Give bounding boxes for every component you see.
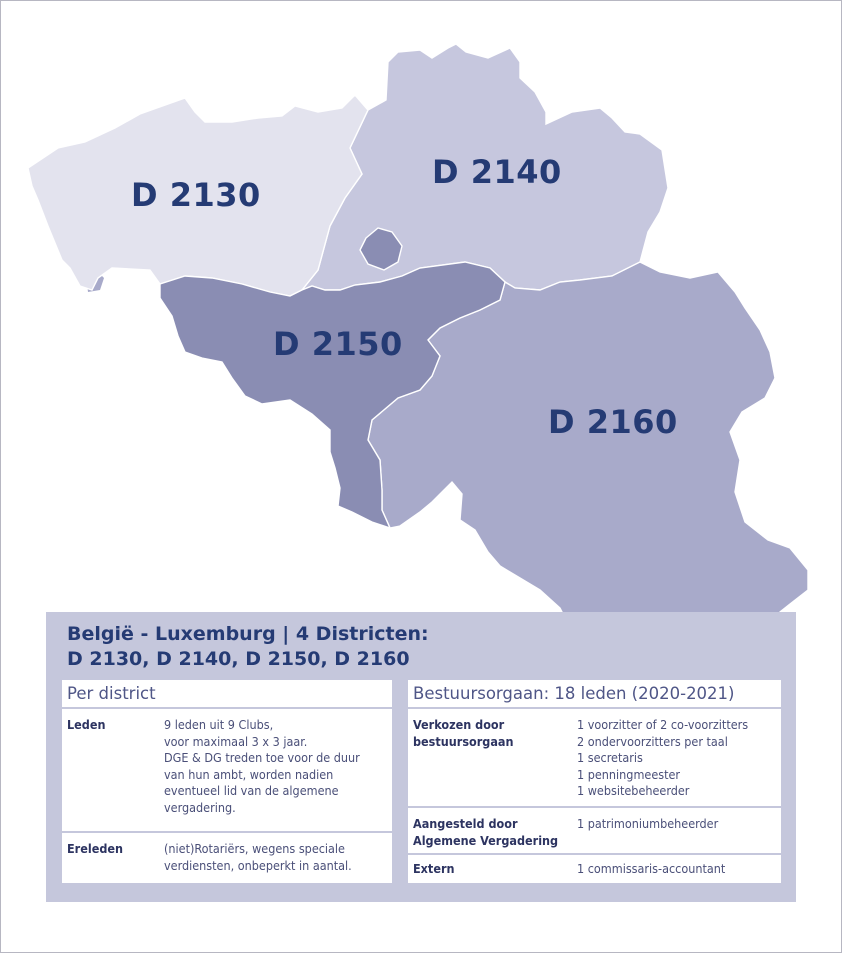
bestuursorgaan-heading: Bestuursorgaan: 18 leden (2020-2021) [408,680,781,709]
table-row-extern [408,855,781,884]
panel-title [67,622,429,672]
district-label-2130: D 2130 [131,176,261,214]
per-district-heading: Per district [62,680,392,709]
row-value: 1 commissaris-accountant [577,861,726,876]
bestuursorgaan-card [408,680,781,883]
info-panel [46,612,796,902]
panel-title-line2: D 2130, D 2140, D 2150, D 2160 [67,648,410,670]
row-label: Verkozen door bestuursorgaan [413,717,514,749]
row-value: 1 patrimoniumbeheerder [577,816,719,831]
district-label-2160: D 2160 [548,403,678,441]
row-label: Leden [67,717,106,732]
row-label: Ereleden [67,841,124,856]
row-value: 1 voorzitter of 2 co-voorzitters 2 ondervoorzitters per taal 1 secretaris 1 penningmeester 1 websitebeheerder [577,717,749,798]
row-label: Extern [413,861,455,876]
row-label: Aangesteld door Algemene Vergadering [413,816,559,848]
row-value: 9 leden uit 9 Clubs, voor maximaal 3 x 3 jaar. DGE & DG treden toe voor de duur van hun ambt, worden nadien eventueel lid van de algemene vergadering. [164,717,360,815]
row-value: (niet)Rotariërs, wegens speciale verdiensten, onbeperkt in aantal. [164,841,352,873]
table-row-ereleden [62,833,392,883]
table-row-aangesteld [408,808,781,855]
panel-title-line1: België - Luxemburg | 4 Districten: [67,623,429,645]
table-row-leden [62,709,392,833]
district-label-2150: D 2150 [273,325,403,363]
district-label-2140: D 2140 [432,153,562,191]
per-district-card [62,680,392,883]
table-row-verkozen [408,709,781,808]
